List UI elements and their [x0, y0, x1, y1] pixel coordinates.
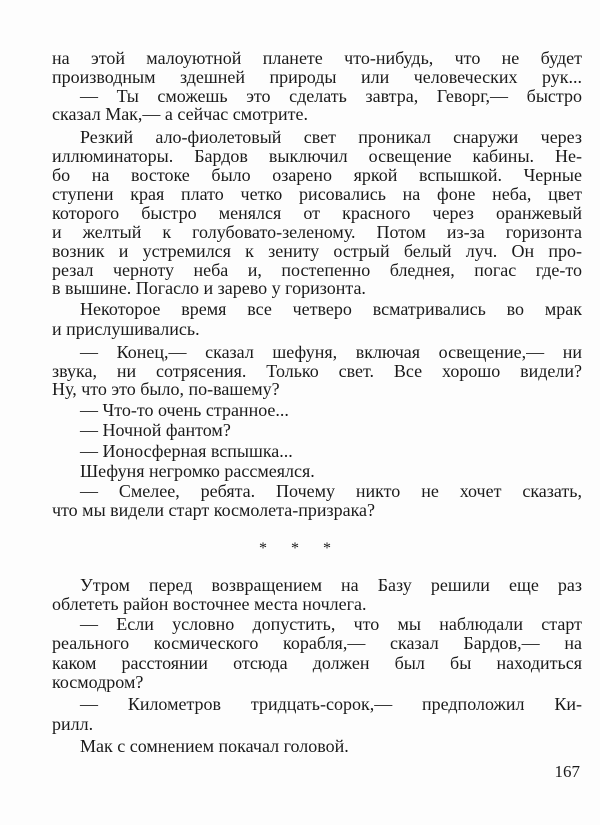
- text-line: иллюминаторы. Бардов выключил освещение кабины. Не-: [52, 146, 582, 166]
- text-line: Утром перед возвращением на Базу решили еще раз: [80, 575, 582, 595]
- text-line: в вышине. Погасло и зарево у горизонта.: [52, 278, 366, 298]
- text-line: и прислушивались.: [52, 319, 200, 339]
- text-line: — Ионосферная вспышка...: [80, 441, 293, 461]
- text-line: Резкий ало-фиолетовый свет проникал снаружи через: [80, 127, 582, 147]
- text-line: и желтый к голубовато-зеленому. Потом из-за горизонта: [52, 222, 582, 242]
- text-line: бо на востоке было озарено яркой вспышкой. Черные: [52, 165, 582, 185]
- text-line: — Что-то очень странное...: [80, 400, 289, 420]
- text-line: Шефуня негромко рассмеялся.: [80, 461, 315, 481]
- text-line: ступени края плато четко рисовались на фоне неба, цвет: [52, 184, 582, 204]
- text-line: — Ты сможешь это сделать завтра, Геворг,— быстро: [80, 86, 582, 106]
- text-line: — Если условно допустить, что мы наблюдали старт: [80, 614, 582, 634]
- text-line: — Конец,— сказал шефуня, включая освещение,— ни: [80, 342, 582, 362]
- text-line: облететь район восточнее места ночлега.: [52, 594, 367, 614]
- text-line: рилл.: [52, 714, 94, 734]
- text-line: резал черноту неба и, постепенно бледнея, погас где-то: [52, 260, 582, 280]
- text-line: — Ночной фантом?: [80, 420, 231, 440]
- text-line: — Километров тридцать-сорок,— предположил Ки-: [80, 694, 582, 714]
- text-line: возник и устремился к зениту острый белый луч. Он про-: [52, 241, 582, 261]
- text-line: — Смелее, ребята. Почему никто не хочет сказать,: [80, 481, 582, 501]
- text-line: Некоторое время все четверо всматривались во мрак: [80, 299, 582, 319]
- text-line: производным здешней природы или человеческих рук...: [52, 67, 582, 87]
- text-line: которого быстро менялся от красного через оранжевый: [52, 203, 582, 223]
- text-line: на этой малоуютной планете что-нибудь, что не будет: [52, 48, 582, 68]
- page-number: 167: [554, 762, 580, 781]
- text-line: Мак с сомнением покачал головой.: [80, 736, 349, 756]
- text-line: каком расстоянии отсюда должен был бы находиться: [52, 653, 582, 673]
- text-line: Ну, что это было, по-вашему?: [52, 379, 280, 399]
- text-line: реального космического корабля,— сказал Бардов,— на: [52, 633, 582, 653]
- text-line: звука, ни сотрясения. Только свет. Все хорошо видели?: [52, 361, 582, 381]
- section-separator: * * *: [259, 540, 341, 557]
- text-line: космодром?: [52, 672, 144, 692]
- text-line: что мы видели старт космолета-призрака?: [52, 500, 376, 520]
- text-line: сказал Мак,— а сейчас смотрите.: [52, 104, 308, 124]
